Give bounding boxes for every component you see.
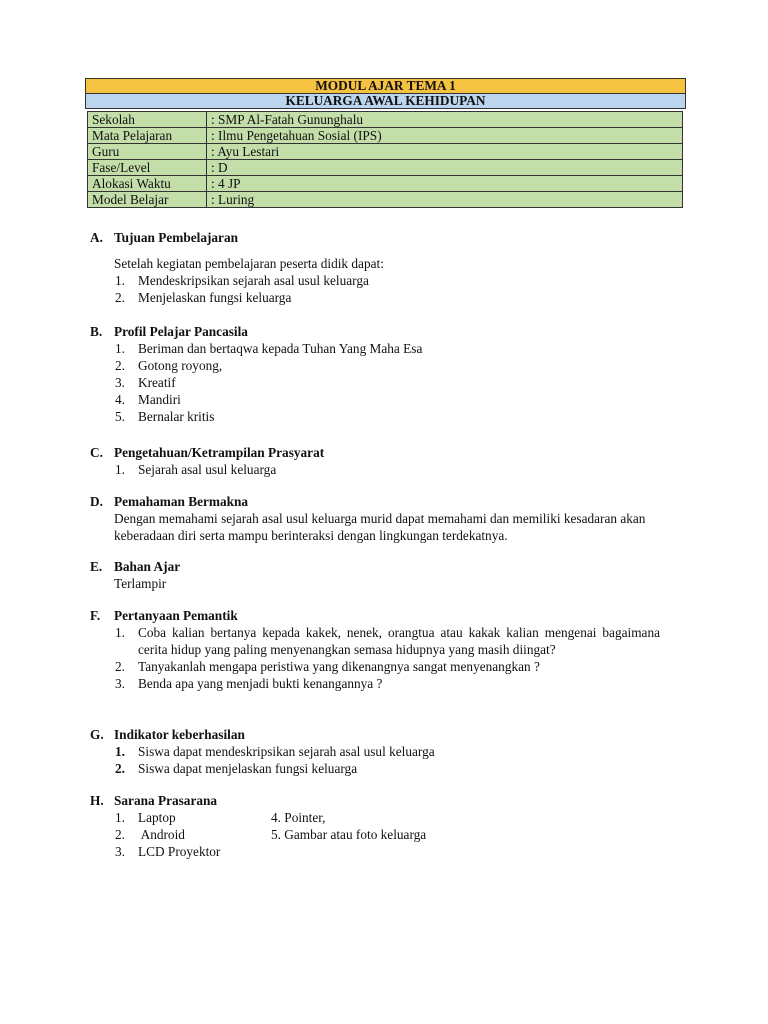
- section-heading: B. Profil Pelajar Pancasila: [90, 324, 248, 339]
- info-value: : Ilmu Pengetahuan Sosial (IPS): [207, 128, 683, 144]
- section-a: [90, 229, 660, 306]
- section-d: [90, 493, 660, 544]
- profile-list: [90, 340, 660, 425]
- info-row-school: [88, 112, 683, 128]
- section-heading: H. Sarana Prasarana: [90, 793, 218, 808]
- info-row-teacher: [88, 144, 683, 160]
- list-item: 1. Mendeskripsikan sejarah asal usul keluarga: [115, 273, 369, 288]
- list-item-col2: 4. Pointer,: [271, 810, 326, 825]
- info-label: Sekolah: [88, 112, 207, 128]
- list-item: 5. Bernalar kritis: [115, 409, 215, 424]
- info-value: : 4 JP: [207, 176, 683, 192]
- info-row-subject: [88, 128, 683, 144]
- section-heading: C. Pengetahuan/Ketrampilan Prasyarat: [90, 445, 325, 460]
- info-row-phase: [88, 160, 683, 176]
- list-item: 2. Menjelaskan fungsi keluarga: [115, 290, 292, 305]
- list-item: 3. LCD Proyektor: [115, 844, 221, 859]
- section-body: Dengan memahami sejarah asal usul keluarga murid dapat memahami dan memiliki kesadaran akan keberadaan diri serta mampu berinteraksi dengan lingkungan terdekatnya.: [114, 511, 646, 543]
- list-item: 1. Laptop 4. Pointer,: [115, 810, 326, 825]
- objective-list: [90, 272, 660, 306]
- section-heading: A. Tujuan Pembelajaran: [90, 230, 238, 245]
- list-item: 3. Benda apa yang menjadi bukti kenangannya ?: [115, 676, 383, 691]
- list-item: 3. Kreatif: [115, 375, 176, 390]
- module-title: MODUL AJAR TEMA 1: [86, 79, 686, 94]
- section-heading: F. Pertanyaan Pemantik: [90, 608, 238, 623]
- info-label: Mata Pelajaran: [88, 128, 207, 144]
- info-label: Fase/Level: [88, 160, 207, 176]
- list-item: 1. Beriman dan bertaqwa kepada Tuhan Yang Maha Esa: [115, 341, 423, 356]
- info-label: Model Belajar: [88, 192, 207, 208]
- facility-list: [90, 809, 660, 860]
- info-value: : SMP Al-Fatah Gununghalu: [207, 112, 683, 128]
- section-g: [90, 726, 660, 777]
- info-row-model: [88, 192, 683, 208]
- prerequisite-list: [90, 461, 660, 478]
- module-header: [85, 78, 686, 109]
- list-item: 2. Gotong royong,: [115, 358, 223, 373]
- section-body: Terlampir: [114, 576, 167, 591]
- info-row-time: [88, 176, 683, 192]
- section-c: [90, 444, 660, 478]
- list-item: 1. Sejarah asal usul keluarga: [115, 462, 277, 477]
- list-item: 2. Siswa dapat menjelaskan fungsi keluarga: [115, 761, 358, 776]
- section-b: [90, 323, 660, 425]
- section-e: [90, 558, 660, 592]
- info-value: : Luring: [207, 192, 683, 208]
- list-item: 2. Android 5. Gambar atau foto keluarga: [115, 827, 427, 842]
- module-info-table: [87, 111, 683, 208]
- list-item: 1. Coba kalian bertanya kepada kakek, nenek, orangtua atau kakak kalian mengenai bagaimana cerita hidup yang paling menyenangkan semasa hidupnya yang masih diingat?: [115, 625, 660, 657]
- section-heading: G. Indikator keberhasilan: [90, 727, 245, 742]
- indicator-list: [90, 743, 660, 777]
- info-value: : D: [207, 160, 683, 176]
- trigger-question-list: [90, 624, 660, 692]
- section-heading: E. Bahan Ajar: [90, 559, 181, 574]
- list-item: 4. Mandiri: [115, 392, 181, 407]
- section-h: [90, 792, 660, 860]
- section-intro: Setelah kegiatan pembelajaran peserta didik dapat:: [114, 256, 384, 271]
- section-heading: D. Pemahaman Bermakna: [90, 494, 249, 509]
- section-f: [90, 607, 660, 692]
- info-label: Guru: [88, 144, 207, 160]
- module-subtitle: KELUARGA AWAL KEHIDUPAN: [86, 94, 686, 109]
- info-value: : Ayu Lestari: [207, 144, 683, 160]
- list-item: 1. Siswa dapat mendeskripsikan sejarah asal usul keluarga: [115, 744, 435, 759]
- list-item: 2. Tanyakanlah mengapa peristiwa yang dikenangnya sangat menyenangkan ?: [115, 659, 540, 674]
- list-item-col2: 5. Gambar atau foto keluarga: [271, 827, 427, 842]
- info-label: Alokasi Waktu: [88, 176, 207, 192]
